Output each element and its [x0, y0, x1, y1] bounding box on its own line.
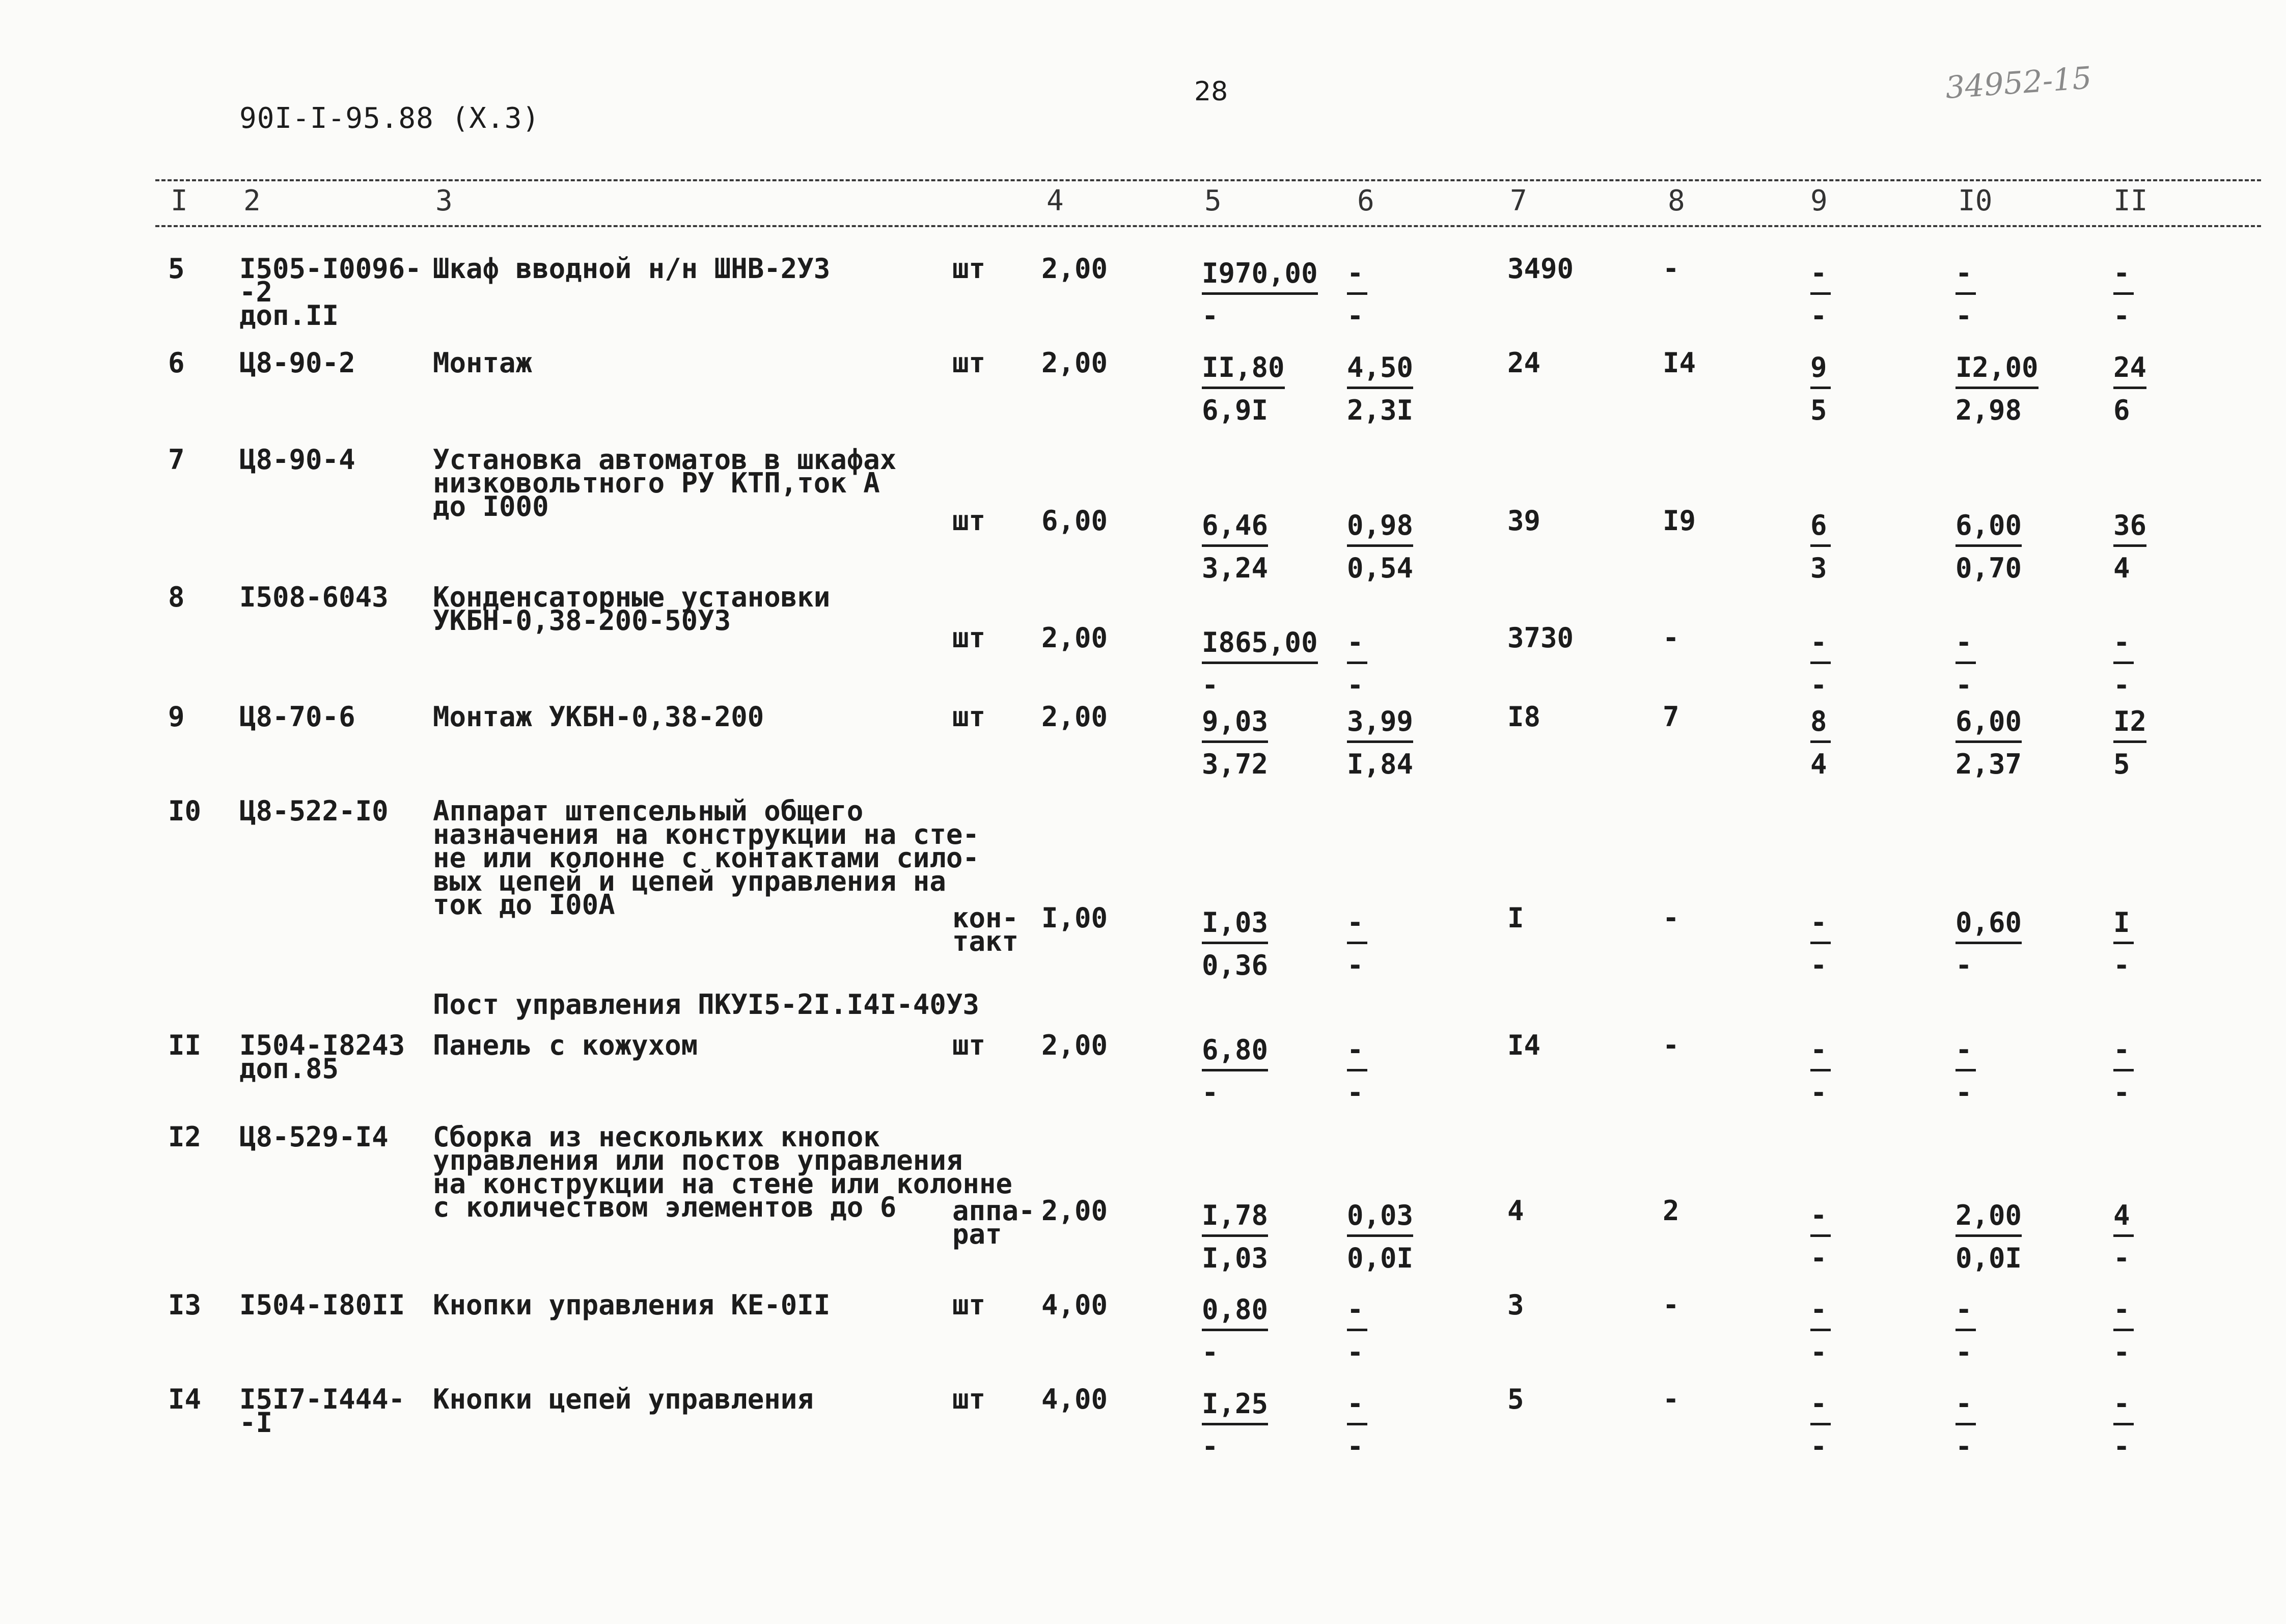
labour-total-cell-denominator: - — [2113, 1430, 2130, 1463]
wage-cost-cell — [1347, 626, 1367, 701]
quantity: 2,00 — [1041, 347, 1108, 379]
labour-cell-denominator: 0,0I — [1956, 1242, 2022, 1274]
wage-cost-cell-numerator: 0,03 — [1347, 1199, 1413, 1237]
quantity: I,00 — [1041, 902, 1108, 934]
labour-cell-numerator: 2,00 — [1956, 1199, 2022, 1237]
labour-total-cell-denominator: 6 — [2113, 394, 2130, 426]
machine-cost-cell-denominator: - — [1810, 1077, 1827, 1109]
unit-cost-cell-numerator: 0,80 — [1202, 1293, 1268, 1331]
unit-cost-cell-numerator: I,03 — [1202, 906, 1268, 944]
unit-cost-cell — [1202, 351, 1285, 426]
header-bottom-rule — [155, 225, 2261, 227]
price-code: I5I7-I444- -I — [239, 1383, 405, 1439]
labour-cell-numerator: - — [1956, 1388, 1976, 1425]
labour-total-cell-numerator: I — [2113, 906, 2134, 944]
labour-cell-denominator: - — [1956, 1430, 1972, 1463]
labour-cell-numerator: 6,00 — [1956, 705, 2022, 743]
price-code: I504-I8243 доп.85 — [239, 1029, 405, 1085]
work-description: Аппарат штепсельный общего назначения на конструкции на сте- не или колонне с контактами сило- вых цепей и цепей управления на ток до I00А — [433, 795, 979, 921]
total-cost: 24 — [1507, 347, 1541, 379]
labour-cell-denominator: 2,37 — [1956, 748, 2022, 780]
unit: шт — [952, 505, 986, 537]
wage-cost-cell-denominator: - — [1347, 949, 1364, 981]
machine-cost-cell-denominator: - — [1810, 300, 1827, 332]
machine-cost-cell-numerator: - — [1810, 1034, 1831, 1071]
labour-cell-numerator: - — [1956, 1293, 1976, 1331]
column-header-8: 8 — [1668, 184, 1685, 217]
work-description: Установка автоматов в шкафах низковольтного РУ КТП,ток А до I000 — [433, 444, 897, 522]
machine-cost-cell — [1810, 1293, 1831, 1368]
unit-cost-cell-numerator: II,80 — [1202, 351, 1285, 389]
labour-cell-numerator: 6,00 — [1956, 509, 2022, 547]
wage-cost-cell-denominator: - — [1347, 1077, 1364, 1109]
unit: шт — [952, 253, 986, 285]
price-code: Ц8-70-6 — [239, 701, 355, 733]
labour-total-cell-denominator: - — [2113, 1336, 2130, 1368]
column-header-2: 2 — [243, 184, 261, 217]
unit-cost-cell — [1202, 257, 1318, 332]
quantity: 4,00 — [1041, 1383, 1108, 1415]
wage-cost-cell-denominator: I,84 — [1347, 748, 1414, 780]
machine-cost-cell-denominator: 3 — [1810, 552, 1827, 584]
row-number: I4 — [168, 1383, 202, 1415]
total-cost: 3490 — [1507, 253, 1574, 285]
labour-cell-denominator: - — [1956, 949, 1972, 981]
total-cost: 4 — [1507, 1195, 1524, 1227]
row-number: 5 — [168, 253, 185, 285]
machine-cost-cell — [1810, 1199, 1831, 1274]
quantity: 6,00 — [1041, 505, 1108, 537]
labour-cell — [1956, 626, 1976, 701]
unit-cost-cell — [1202, 1199, 1268, 1274]
wage-cost-cell — [1347, 705, 1413, 780]
labour-cell-denominator: - — [1956, 1077, 1972, 1109]
labour-cell — [1956, 705, 2022, 780]
labour-cell — [1956, 509, 2022, 584]
labour-cell-numerator: 0,60 — [1956, 906, 2022, 944]
labour-total-cell-numerator: 4 — [2113, 1199, 2134, 1237]
column-header-4: 4 — [1046, 184, 1064, 217]
labour-total-cell — [2113, 626, 2134, 701]
labour-total-cell — [2113, 1199, 2134, 1274]
work-description: Монтаж УКБН-0,38-200 — [433, 701, 764, 733]
price-code: Ц8-529-I4 — [239, 1121, 389, 1153]
price-code: Ц8-90-2 — [239, 347, 355, 379]
labour-cell-numerator: - — [1956, 626, 1976, 664]
labour-cell-numerator: I2,00 — [1956, 351, 2039, 389]
labour-total-cell — [2113, 1293, 2134, 1368]
unit: шт — [952, 701, 986, 733]
section-heading: Пост управления ПКУI5-2I.I4I-40УЗ — [433, 988, 979, 1021]
unit-cost-cell — [1202, 1034, 1268, 1109]
labour-total-cell-numerator: 24 — [2113, 351, 2146, 389]
unit-cost-cell-denominator: 6,9I — [1202, 394, 1269, 426]
price-code: Ц8-90-4 — [239, 444, 355, 476]
machine-cost-cell-denominator: 5 — [1810, 394, 1827, 426]
machine-cost-cell-numerator: 6 — [1810, 509, 1831, 547]
column-header-7: 7 — [1510, 184, 1527, 217]
work-description: Кнопки цепей управления — [433, 1383, 814, 1415]
work-description: Сборка из нескольких кнопок управления или постов управления на конструкции на стене или колонне с количеством элементов до 6 — [433, 1121, 1012, 1223]
row-number: I3 — [168, 1289, 202, 1321]
work-description: Монтаж — [433, 347, 533, 379]
row-number: 6 — [168, 347, 185, 379]
column-header-6: 6 — [1357, 184, 1374, 217]
unit-cost-cell-denominator: - — [1202, 1336, 1219, 1368]
wage-cost-cell-numerator: 0,98 — [1347, 509, 1413, 547]
labour-total-cell-denominator: - — [2113, 1242, 2130, 1274]
wage-cost-cell-denominator: 0,54 — [1347, 552, 1414, 584]
unit-cost-cell-numerator: I,78 — [1202, 1199, 1268, 1237]
labour-cell-denominator: - — [1956, 669, 1972, 701]
wage-cost-cell-denominator: - — [1347, 1430, 1364, 1463]
work-description: Конденсаторные установки УКБН-0,38-200-50УЗ — [433, 581, 831, 637]
labour-total-cell-numerator: I2 — [2113, 705, 2146, 743]
machine-cost-cell-numerator: - — [1810, 906, 1831, 944]
labour-total-cell-numerator: - — [2113, 626, 2134, 664]
labour-total-cell-numerator: 36 — [2113, 509, 2146, 547]
labour-total-cell — [2113, 906, 2134, 981]
work-description: Панель с кожухом — [433, 1029, 698, 1061]
unit-cost-cell-denominator: - — [1202, 1430, 1219, 1463]
total-wages: 7 — [1663, 701, 1679, 733]
unit-cost-cell — [1202, 626, 1318, 701]
wage-cost-cell-denominator: - — [1347, 669, 1364, 701]
total-cost: 3 — [1507, 1289, 1524, 1321]
wage-cost-cell-numerator: - — [1347, 1034, 1367, 1071]
unit-cost-cell-denominator: - — [1202, 1077, 1219, 1109]
unit: шт — [952, 347, 986, 379]
unit-cost-cell-numerator: I,25 — [1202, 1388, 1268, 1425]
wage-cost-cell-numerator: - — [1347, 1388, 1367, 1425]
total-wages: - — [1663, 902, 1679, 934]
labour-total-cell — [2113, 1034, 2134, 1109]
unit-cost-cell — [1202, 509, 1268, 584]
unit: шт — [952, 1289, 986, 1321]
labour-total-cell-denominator: - — [2113, 949, 2130, 981]
labour-cell-numerator: - — [1956, 257, 1976, 295]
column-header-3: 3 — [435, 184, 453, 217]
machine-cost-cell-denominator: - — [1810, 669, 1827, 701]
machine-cost-cell-denominator: - — [1810, 1336, 1827, 1368]
quantity: 2,00 — [1041, 253, 1108, 285]
machine-cost-cell-numerator: 9 — [1810, 351, 1831, 389]
machine-cost-cell — [1810, 257, 1831, 332]
labour-cell — [1956, 1293, 1976, 1368]
labour-total-cell-denominator: - — [2113, 669, 2130, 701]
labour-total-cell-denominator: 4 — [2113, 552, 2130, 584]
total-wages: - — [1663, 1383, 1679, 1415]
machine-cost-cell-denominator: - — [1810, 1430, 1827, 1463]
labour-total-cell-denominator: - — [2113, 300, 2130, 332]
machine-cost-cell-numerator: - — [1810, 257, 1831, 295]
work-description: Кнопки управления КЕ-0II — [433, 1289, 831, 1321]
quantity: 2,00 — [1041, 701, 1108, 733]
unit-cost-cell-numerator: 9,03 — [1202, 705, 1268, 743]
wage-cost-cell-numerator: - — [1347, 257, 1367, 295]
wage-cost-cell-numerator: - — [1347, 626, 1367, 664]
labour-total-cell-numerator: - — [2113, 257, 2134, 295]
labour-cell — [1956, 1199, 2022, 1274]
labour-total-cell-numerator: - — [2113, 1034, 2134, 1071]
unit-cost-cell — [1202, 906, 1268, 981]
unit-cost-cell-denominator: 3,24 — [1202, 552, 1269, 584]
row-number: I0 — [168, 795, 202, 827]
total-cost: 39 — [1507, 505, 1541, 537]
wage-cost-cell-numerator: 3,99 — [1347, 705, 1413, 743]
labour-cell — [1956, 1034, 1976, 1109]
wage-cost-cell — [1347, 906, 1367, 981]
labour-total-cell-numerator: - — [2113, 1293, 2134, 1331]
unit-cost-cell — [1202, 1293, 1268, 1368]
unit-cost-cell-numerator: 6,46 — [1202, 509, 1268, 547]
row-number: 9 — [168, 701, 185, 733]
total-cost: I — [1507, 902, 1524, 934]
wage-cost-cell — [1347, 1199, 1413, 1274]
machine-cost-cell-denominator: - — [1810, 949, 1827, 981]
header-top-rule — [155, 179, 2261, 181]
wage-cost-cell-denominator: 2,3I — [1347, 394, 1414, 426]
unit: шт — [952, 1029, 986, 1061]
wage-cost-cell-numerator: - — [1347, 906, 1367, 944]
machine-cost-cell — [1810, 351, 1831, 426]
labour-cell-denominator: 2,98 — [1956, 394, 2022, 426]
total-wages: - — [1663, 253, 1679, 285]
labour-cell — [1956, 1388, 1976, 1463]
unit-cost-cell-numerator: I865,00 — [1202, 626, 1318, 664]
wage-cost-cell-denominator: - — [1347, 1336, 1364, 1368]
column-header-5: 5 — [1204, 184, 1222, 217]
row-number: 8 — [168, 581, 185, 613]
labour-total-cell-numerator: - — [2113, 1388, 2134, 1425]
total-wages: - — [1663, 1289, 1679, 1321]
price-code: I505-I0096- -2 доп.II — [239, 253, 422, 332]
price-code: I508-6043 — [239, 581, 389, 613]
unit: шт — [952, 622, 986, 654]
price-code: I504-I80II — [239, 1289, 405, 1321]
work-description: Шкаф вводной н/н ШНВ-2УЗ — [433, 253, 831, 285]
total-cost: I8 — [1507, 701, 1541, 733]
document-code: 90I-I-95.88 (X.3) — [239, 102, 540, 135]
labour-total-cell-denominator: - — [2113, 1077, 2130, 1109]
unit-cost-cell — [1202, 705, 1268, 780]
total-wages: I9 — [1663, 505, 1696, 537]
price-code: Ц8-522-I0 — [239, 795, 389, 827]
wage-cost-cell — [1347, 1034, 1367, 1109]
machine-cost-cell — [1810, 705, 1831, 780]
labour-cell-numerator: - — [1956, 1034, 1976, 1071]
labour-cell — [1956, 906, 2022, 981]
total-wages: I4 — [1663, 347, 1696, 379]
wage-cost-cell-numerator: - — [1347, 1293, 1367, 1331]
quantity: 2,00 — [1041, 1029, 1108, 1061]
labour-cell — [1956, 351, 2039, 426]
column-header-9: 9 — [1810, 184, 1828, 217]
labour-total-cell — [2113, 705, 2146, 780]
total-cost: I4 — [1507, 1029, 1541, 1061]
unit: аппа- рат — [952, 1195, 1035, 1250]
labour-cell-denominator: 0,70 — [1956, 552, 2022, 584]
machine-cost-cell-denominator: 4 — [1810, 748, 1827, 780]
machine-cost-cell — [1810, 509, 1831, 584]
wage-cost-cell — [1347, 1388, 1367, 1463]
machine-cost-cell — [1810, 906, 1831, 981]
labour-total-cell-denominator: 5 — [2113, 748, 2130, 780]
labour-total-cell — [2113, 509, 2146, 584]
wage-cost-cell — [1347, 351, 1413, 426]
unit-cost-cell-denominator: 0,36 — [1202, 949, 1269, 981]
wage-cost-cell-numerator: 4,50 — [1347, 351, 1413, 389]
unit-cost-cell-denominator: - — [1202, 669, 1219, 701]
total-wages: - — [1663, 622, 1679, 654]
machine-cost-cell-numerator: 8 — [1810, 705, 1831, 743]
machine-cost-cell-numerator: - — [1810, 1293, 1831, 1331]
column-header-10: I0 — [1958, 184, 1993, 217]
row-number: 7 — [168, 444, 185, 476]
labour-total-cell — [2113, 257, 2134, 332]
archive-stamp: 34952-15 — [1944, 60, 2093, 106]
quantity: 2,00 — [1041, 1195, 1108, 1227]
unit-cost-cell-denominator: - — [1202, 300, 1219, 332]
wage-cost-cell-denominator: - — [1347, 300, 1364, 332]
total-wages: - — [1663, 1029, 1679, 1061]
quantity: 2,00 — [1041, 622, 1108, 654]
machine-cost-cell-denominator: - — [1810, 1242, 1827, 1274]
labour-total-cell — [2113, 1388, 2134, 1463]
total-cost: 3730 — [1507, 622, 1574, 654]
wage-cost-cell-denominator: 0,0I — [1347, 1242, 1414, 1274]
machine-cost-cell-numerator: - — [1810, 1388, 1831, 1425]
unit-cost-cell — [1202, 1388, 1268, 1463]
unit: кон- такт — [952, 902, 1019, 957]
total-cost: 5 — [1507, 1383, 1524, 1415]
machine-cost-cell — [1810, 1388, 1831, 1463]
labour-cell — [1956, 257, 1976, 332]
unit-cost-cell-numerator: I970,00 — [1202, 257, 1318, 295]
machine-cost-cell — [1810, 1034, 1831, 1109]
wage-cost-cell — [1347, 509, 1413, 584]
quantity: 4,00 — [1041, 1289, 1108, 1321]
labour-total-cell — [2113, 351, 2146, 426]
wage-cost-cell — [1347, 1293, 1367, 1368]
unit-cost-cell-denominator: I,03 — [1202, 1242, 1269, 1274]
row-number: II — [168, 1029, 202, 1061]
unit-cost-cell-numerator: 6,80 — [1202, 1034, 1268, 1071]
unit-cost-cell-denominator: 3,72 — [1202, 748, 1269, 780]
column-header-11: II — [2113, 184, 2148, 217]
unit: шт — [952, 1383, 986, 1415]
machine-cost-cell-numerator: - — [1810, 1199, 1831, 1237]
labour-cell-denominator: - — [1956, 1336, 1972, 1368]
row-number: I2 — [168, 1121, 202, 1153]
total-wages: 2 — [1663, 1195, 1679, 1227]
page-number: 28 — [1194, 76, 1228, 107]
machine-cost-cell-numerator: - — [1810, 626, 1831, 664]
labour-cell-denominator: - — [1956, 300, 1972, 332]
machine-cost-cell — [1810, 626, 1831, 701]
column-header-1: I — [171, 184, 188, 217]
wage-cost-cell — [1347, 257, 1367, 332]
